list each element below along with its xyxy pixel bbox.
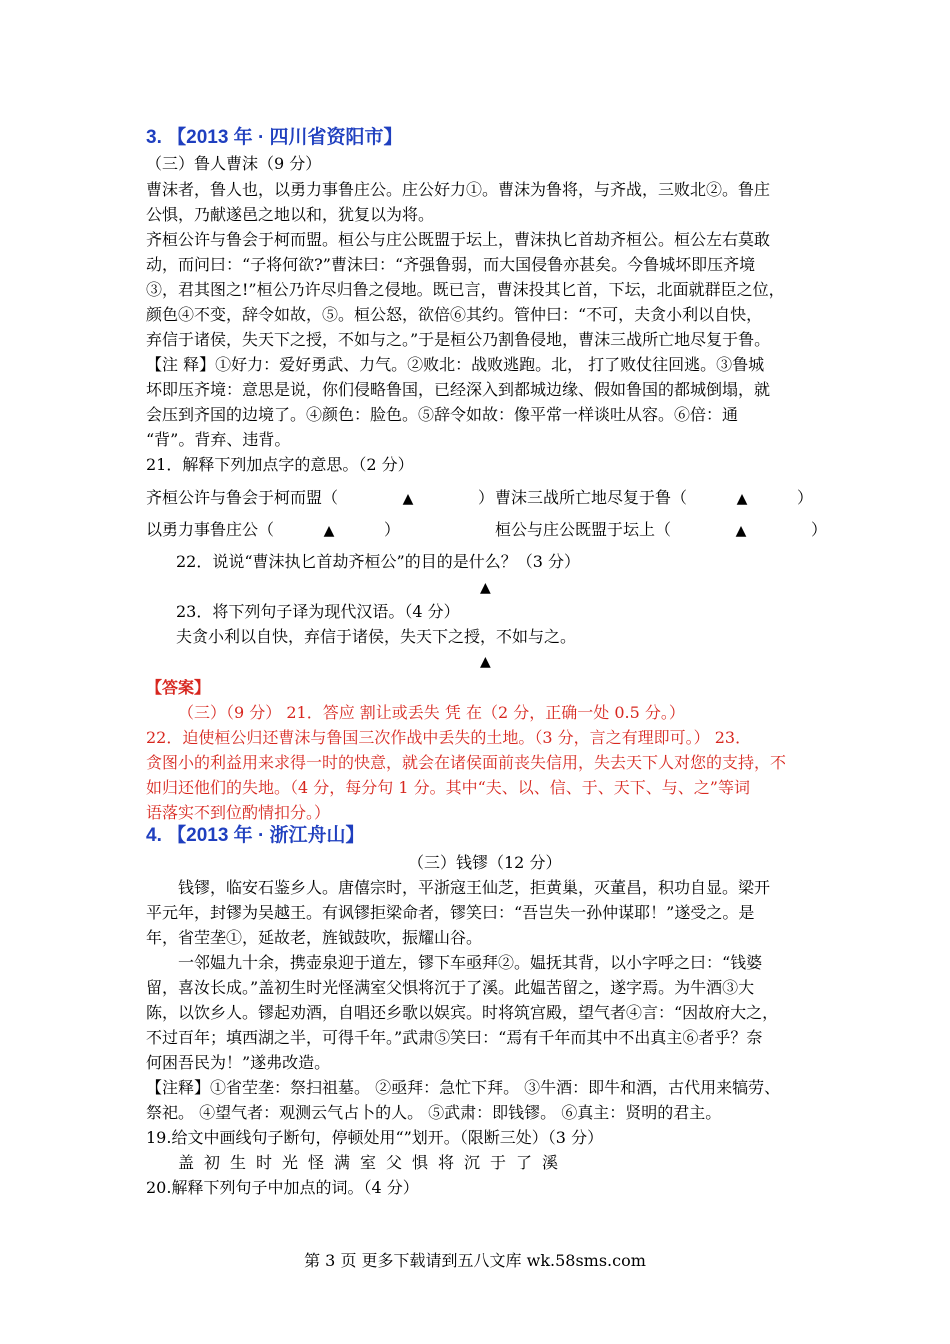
answer-blank-mark: ▲ <box>480 654 491 670</box>
passage-line: 颜色④不变，辞令如故，⑤。桓公怒，欲倍⑥其约。管仲曰：“不可，夫贪小利以自快， <box>146 305 763 324</box>
page-footer: 第 3 页 更多下载请到五八文库 wk.58sms.com <box>304 1251 646 1270</box>
section-4-subtitle: （三）钱镠（12 分） <box>408 853 562 872</box>
question-20: 20.解释下列句子中加点的词。（4 分） <box>146 1178 419 1197</box>
notes-line: 坏即压齐境：意思是说，你们侵略鲁国，已经深入到都城边缘、假如鲁国的都城倒塌，就 <box>146 380 771 399</box>
section-3-subtitle: （三）鲁人曹沫（9 分） <box>146 154 322 173</box>
answer-blank-mark: ▲ <box>480 580 491 596</box>
answer-line: 22．迫使桓公归还曹沫与鲁国三次作战中丢失的土地。（3 分，言之有理即可。） 23． <box>146 728 752 747</box>
answer-line: 如归还他们的失地。（4 分，每分句 1 分。其中“夫、以、信、于、天下、与、之”等词 <box>146 778 750 797</box>
passage-line: 年，省茔垄①，延故老，旌钺鼓吹，振耀山谷。 <box>146 928 483 947</box>
section-3-heading: 3. 【2013 年 · 四川省资阳市】 <box>146 127 403 148</box>
answer-line: （三）（9 分） 21．答应 割让或丢失 凭 在（2 分，正确一处 0.5 分。） <box>178 703 685 722</box>
q21-item-2: 曹沫三战所亡地尽复于鲁（ ▲ ） <box>495 488 814 507</box>
passage-line: 何困吾民为！”遂弗改造。 <box>146 1053 331 1072</box>
passage-line: ③，君其图之!”桓公乃许尽归鲁之侵地。既已言，曹沫投其匕首，下坛，北面就群臣之位， <box>146 280 785 299</box>
passage-line: 陈，以饮乡人。镠起劝酒，自唱还乡歌以娱宾。时将筑宫殿，望气者④言：“因故府大之， <box>146 1003 779 1022</box>
question-21: 21．解释下列加点字的意思。（2 分） <box>146 455 414 474</box>
q21-item-3: 以勇力事鲁庄公（ ▲ ） <box>146 520 401 539</box>
notes-line: 祭祀。 ④望气者：观测云气占卜的人。 ⑤武肃：即钱镠。 ⑥真主：贤明的君主。 <box>146 1103 722 1122</box>
answer-line: 贪图小的利益用来求得一时的快意，就会在诸侯面前丧失信用，失去天下人对您的支持，不 <box>146 753 787 772</box>
answer-label: 【答案】 <box>146 678 211 697</box>
notes-line: 【注 释】①好力：爱好勇武、力气。②败北：战败逃跑。北， 打了败仗往回逃。③鲁城 <box>146 355 765 374</box>
section-4-heading: 4. 【2013 年 · 浙江舟山】 <box>146 825 365 846</box>
answer-blank-mark: ▲ <box>323 523 335 539</box>
passage-line: 齐桓公许与鲁会于柯而盟。桓公与庄公既盟于坛上，曹沫执匕首劫齐桓公。桓公左右莫敢 <box>146 230 771 249</box>
answer-blank-mark: ▲ <box>736 491 748 507</box>
q21-item-1: 齐桓公许与鲁会于柯而盟（ ▲ ） <box>146 488 495 507</box>
question-23: 23．将下列句子译为现代汉语。（4 分） <box>176 602 460 621</box>
passage-line: 动，而问曰：“子将何欲?”曹沫曰：“齐强鲁弱，而大国侵鲁亦甚矣。今鲁城坏即压齐境 <box>146 255 756 274</box>
notes-line: “背”。背弃、违背。 <box>146 430 291 449</box>
notes-line: 【注释】①省茔垄：祭扫祖墓。 ②亟拜：急忙下拜。 ③牛酒：即牛和酒，古代用来犒劳、 <box>146 1078 781 1097</box>
passage-line: 一邻媪九十余，携壶泉迎于道左，镠下车亟拜②。媪抚其背，以小字呼之曰：“钱婆 <box>178 953 763 972</box>
question-22: 22．说说“曹沫执匕首劫齐桓公”的目的是什么？（3 分） <box>176 552 580 571</box>
answer-blank-mark: ▲ <box>735 523 747 539</box>
passage-line: 不过百年；填西湖之半，可得千年。”武肃⑤笑曰：“焉有千年而其中不出真主⑥者乎？奈 <box>146 1028 763 1047</box>
notes-line: 会压到齐国的边境了。④颜色：脸色。⑤辞令如故：像平常一样谈吐从容。⑥倍：通 <box>146 405 739 424</box>
passage-line: 平元年，封镠为吴越王。有讽镠拒梁命者，镠笑曰：“吾岂失一孙仲谋耶！”遂受之。是 <box>146 903 755 922</box>
q19-sentence: 盖初生时光怪满室父惧将沉于了溪 <box>178 1153 569 1172</box>
passage-line: 弃信于诸侯，失天下之授，不如与之。”于是桓公乃割鲁侵地，曹沫三战所亡地尽复于鲁。 <box>146 330 771 349</box>
answer-blank-mark: ▲ <box>402 491 414 507</box>
passage-line: 钱镠，临安石鉴乡人。唐僖宗时，平浙寇王仙芝，拒黄巢，灭董昌，积功自显。梁开 <box>178 878 771 897</box>
question-19: 19.给文中画线句子断句，停顿处用“”划开。（限断三处）（3 分） <box>146 1128 604 1147</box>
passage-line: 曹沫者，鲁人也，以勇力事鲁庄公。庄公好力①。曹沫为鲁将，与齐战，三败北②。鲁庄 <box>146 180 771 199</box>
q23-sentence: 夫贪小利以自快，弃信于诸侯，失天下之授，不如与之。 <box>176 627 577 646</box>
q21-item-4: 桓公与庄公既盟于坛上（ ▲ ） <box>495 520 828 539</box>
answer-line: 语落实不到位酌情扣分。） <box>146 803 331 822</box>
passage-line: 留，喜汝长成。”盖初生时光怪满室父惧将沉于了溪。此媪苦留之，遂字焉。为牛酒③大 <box>146 978 755 997</box>
passage-line: 公惧，乃献遂邑之地以和，犹复以为将。 <box>146 205 435 224</box>
